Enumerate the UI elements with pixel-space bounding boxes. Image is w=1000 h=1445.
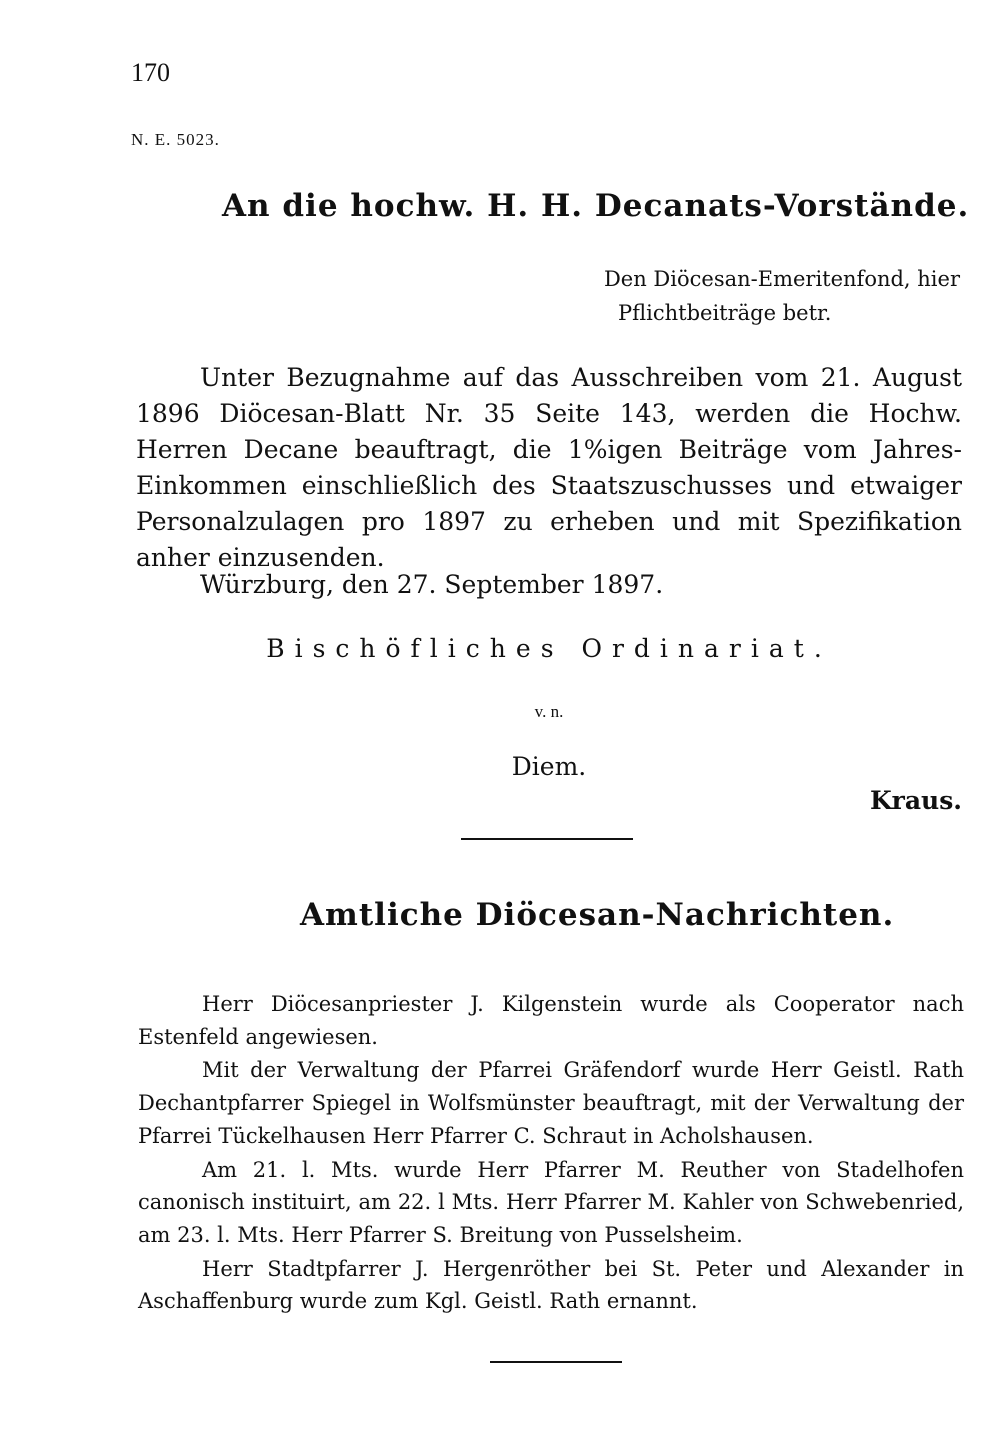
section-divider	[461, 838, 633, 840]
signature-diem: Diem.	[511, 752, 587, 781]
notice-body: Unter Bezugnahme auf das Ausschreiben vom 21. August 1896 Diöcesan-Blatt Nr. 35 Seite 143, werden die Hochw. Herren Decane beauftragt, die 1%igen Beiträge vom Jahres-Einkommen einschließlich des Staatszuschusses und etwaiger Personalzulagen pro 1897 zu erheben und mit Spezifikation anher einzusenden.	[136, 363, 962, 572]
subject-block	[560, 262, 960, 330]
news-item: Herr Stadtpfarrer J. Hergenröther bei St. Peter und Alexander in Aschaffenburg wurde zum Kgl. Geistl. Rath ernannt.	[138, 1256, 964, 1314]
notice-heading: An die hochw. H. H. Decanats-Vorstände.	[222, 188, 970, 224]
subject-line-1: Den Diöcesan-Emeritenfond, hier	[603, 267, 960, 291]
reference-number: N. E. 5023.	[131, 130, 220, 149]
signature-kraus: Kraus.	[869, 786, 962, 815]
end-divider	[490, 1361, 622, 1363]
page-number: 170	[131, 58, 170, 87]
issuing-authority: Bischöfliches Ordinariat.	[266, 634, 832, 663]
news-list	[138, 988, 964, 1319]
subject-line-2: Pflichtbeiträge betr.	[618, 301, 832, 325]
news-item: Mit der Verwaltung der Pfarrei Gräfendorf wurde Herr Geistl. Rath Dechantpfarrer Spiegel in Wolfsmünster beauftragt, mit der Verwaltung der Pfarrei Tückelhausen Herr Pfarrer C. Schraut in Acholshausen.	[138, 1058, 964, 1148]
news-item: Am 21. l. Mts. wurde Herr Pfarrer M. Reuther von Stadelhofen canonisch instituirt, am 22. l Mts. Herr Pfarrer M. Kahler von Schwebenried, am 23. l. Mts. Herr Pfarrer S. Breitung von Pusselsheim.	[138, 1157, 964, 1247]
news-heading: Amtliche Diöcesan-Nachrichten.	[300, 897, 895, 933]
dateline: Würzburg, den 27. September 1897.	[200, 570, 664, 599]
news-item: Herr Diöcesanpriester J. Kilgenstein wurde als Cooperator nach Estenfeld angewiesen.	[138, 992, 964, 1049]
vn-abbreviation: v. n.	[534, 702, 564, 721]
